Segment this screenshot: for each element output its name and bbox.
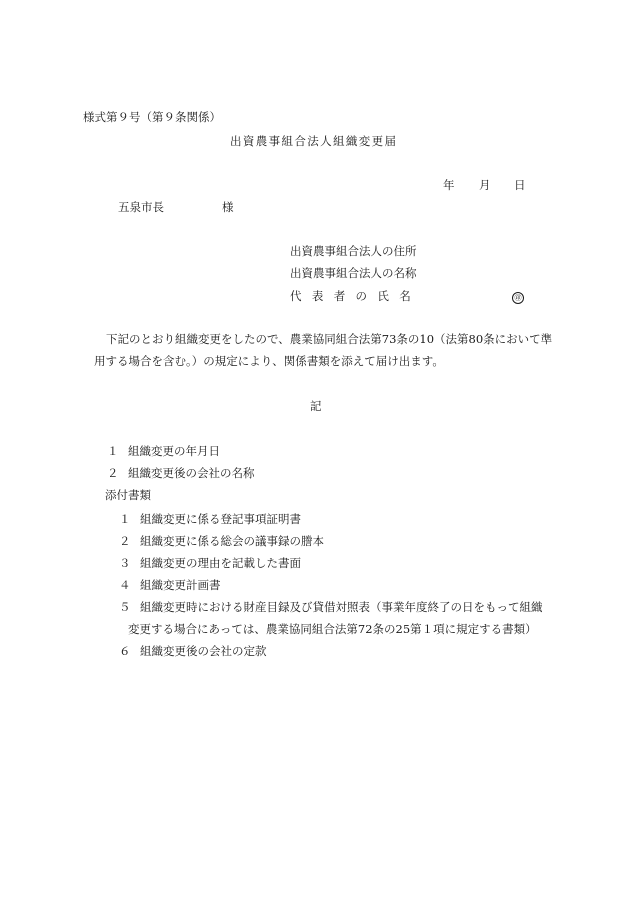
date-year: 年 xyxy=(443,178,455,192)
seal-icon: ㊞ xyxy=(512,292,524,304)
addressee-name: 五泉市長 xyxy=(118,200,164,214)
item-text: 組織変更後の会社の名称 xyxy=(128,466,255,480)
attachment-number: ２ xyxy=(119,534,131,548)
addressee-honorific: 様 xyxy=(222,200,234,214)
date-day: 日 xyxy=(514,178,526,192)
item-number: １ xyxy=(107,444,119,458)
record-heading: 記 xyxy=(310,399,322,413)
date-month: 月 xyxy=(479,178,491,192)
body-line-1: 下記のとおり組織変更をしたので、農業協同組合法第73条の10（法第80条において準 xyxy=(106,332,553,346)
item-text: 組織変更の年月日 xyxy=(128,444,220,458)
attachment-number: ６ xyxy=(119,644,131,658)
attachment-number: １ xyxy=(119,512,131,526)
attachment-text: 組織変更の理由を記載した書面 xyxy=(140,556,301,570)
attachment-number: ４ xyxy=(119,578,131,592)
attachment-text: 組織変更に係る登記事項証明書 xyxy=(140,512,301,526)
attachment-text: 組織変更時における財産目録及び貸借対照表（事業年度終了の日をもって組織 xyxy=(140,600,543,614)
attachments-heading: 添付書類 xyxy=(105,488,151,502)
attachment-text: 組織変更に係る総会の議事録の謄本 xyxy=(140,534,324,548)
attachment-number: ３ xyxy=(119,556,131,570)
attachment-text-continuation: 変更する場合にあっては、農業協同組合法第72条の25第１項に規定する書類） xyxy=(128,622,537,636)
applicant-name-label: 出資農事組合法人の名称 xyxy=(290,266,417,280)
attachment-text: 組織変更計画書 xyxy=(140,578,221,592)
attachment-text: 組織変更後の会社の定款 xyxy=(140,644,267,658)
attachment-number: ５ xyxy=(119,600,131,614)
representative-label: 代表者の氏名 xyxy=(290,289,422,303)
form-number: 様式第９号（第９条関係） xyxy=(83,110,221,124)
item-number: ２ xyxy=(107,466,119,480)
applicant-address-label: 出資農事組合法人の住所 xyxy=(290,244,417,258)
body-line-2: 用する場合を含む。）の規定により、関係書類を添えて届け出ます。 xyxy=(94,354,444,368)
document-title: 出資農事組合法人組織変更届 xyxy=(230,134,398,148)
